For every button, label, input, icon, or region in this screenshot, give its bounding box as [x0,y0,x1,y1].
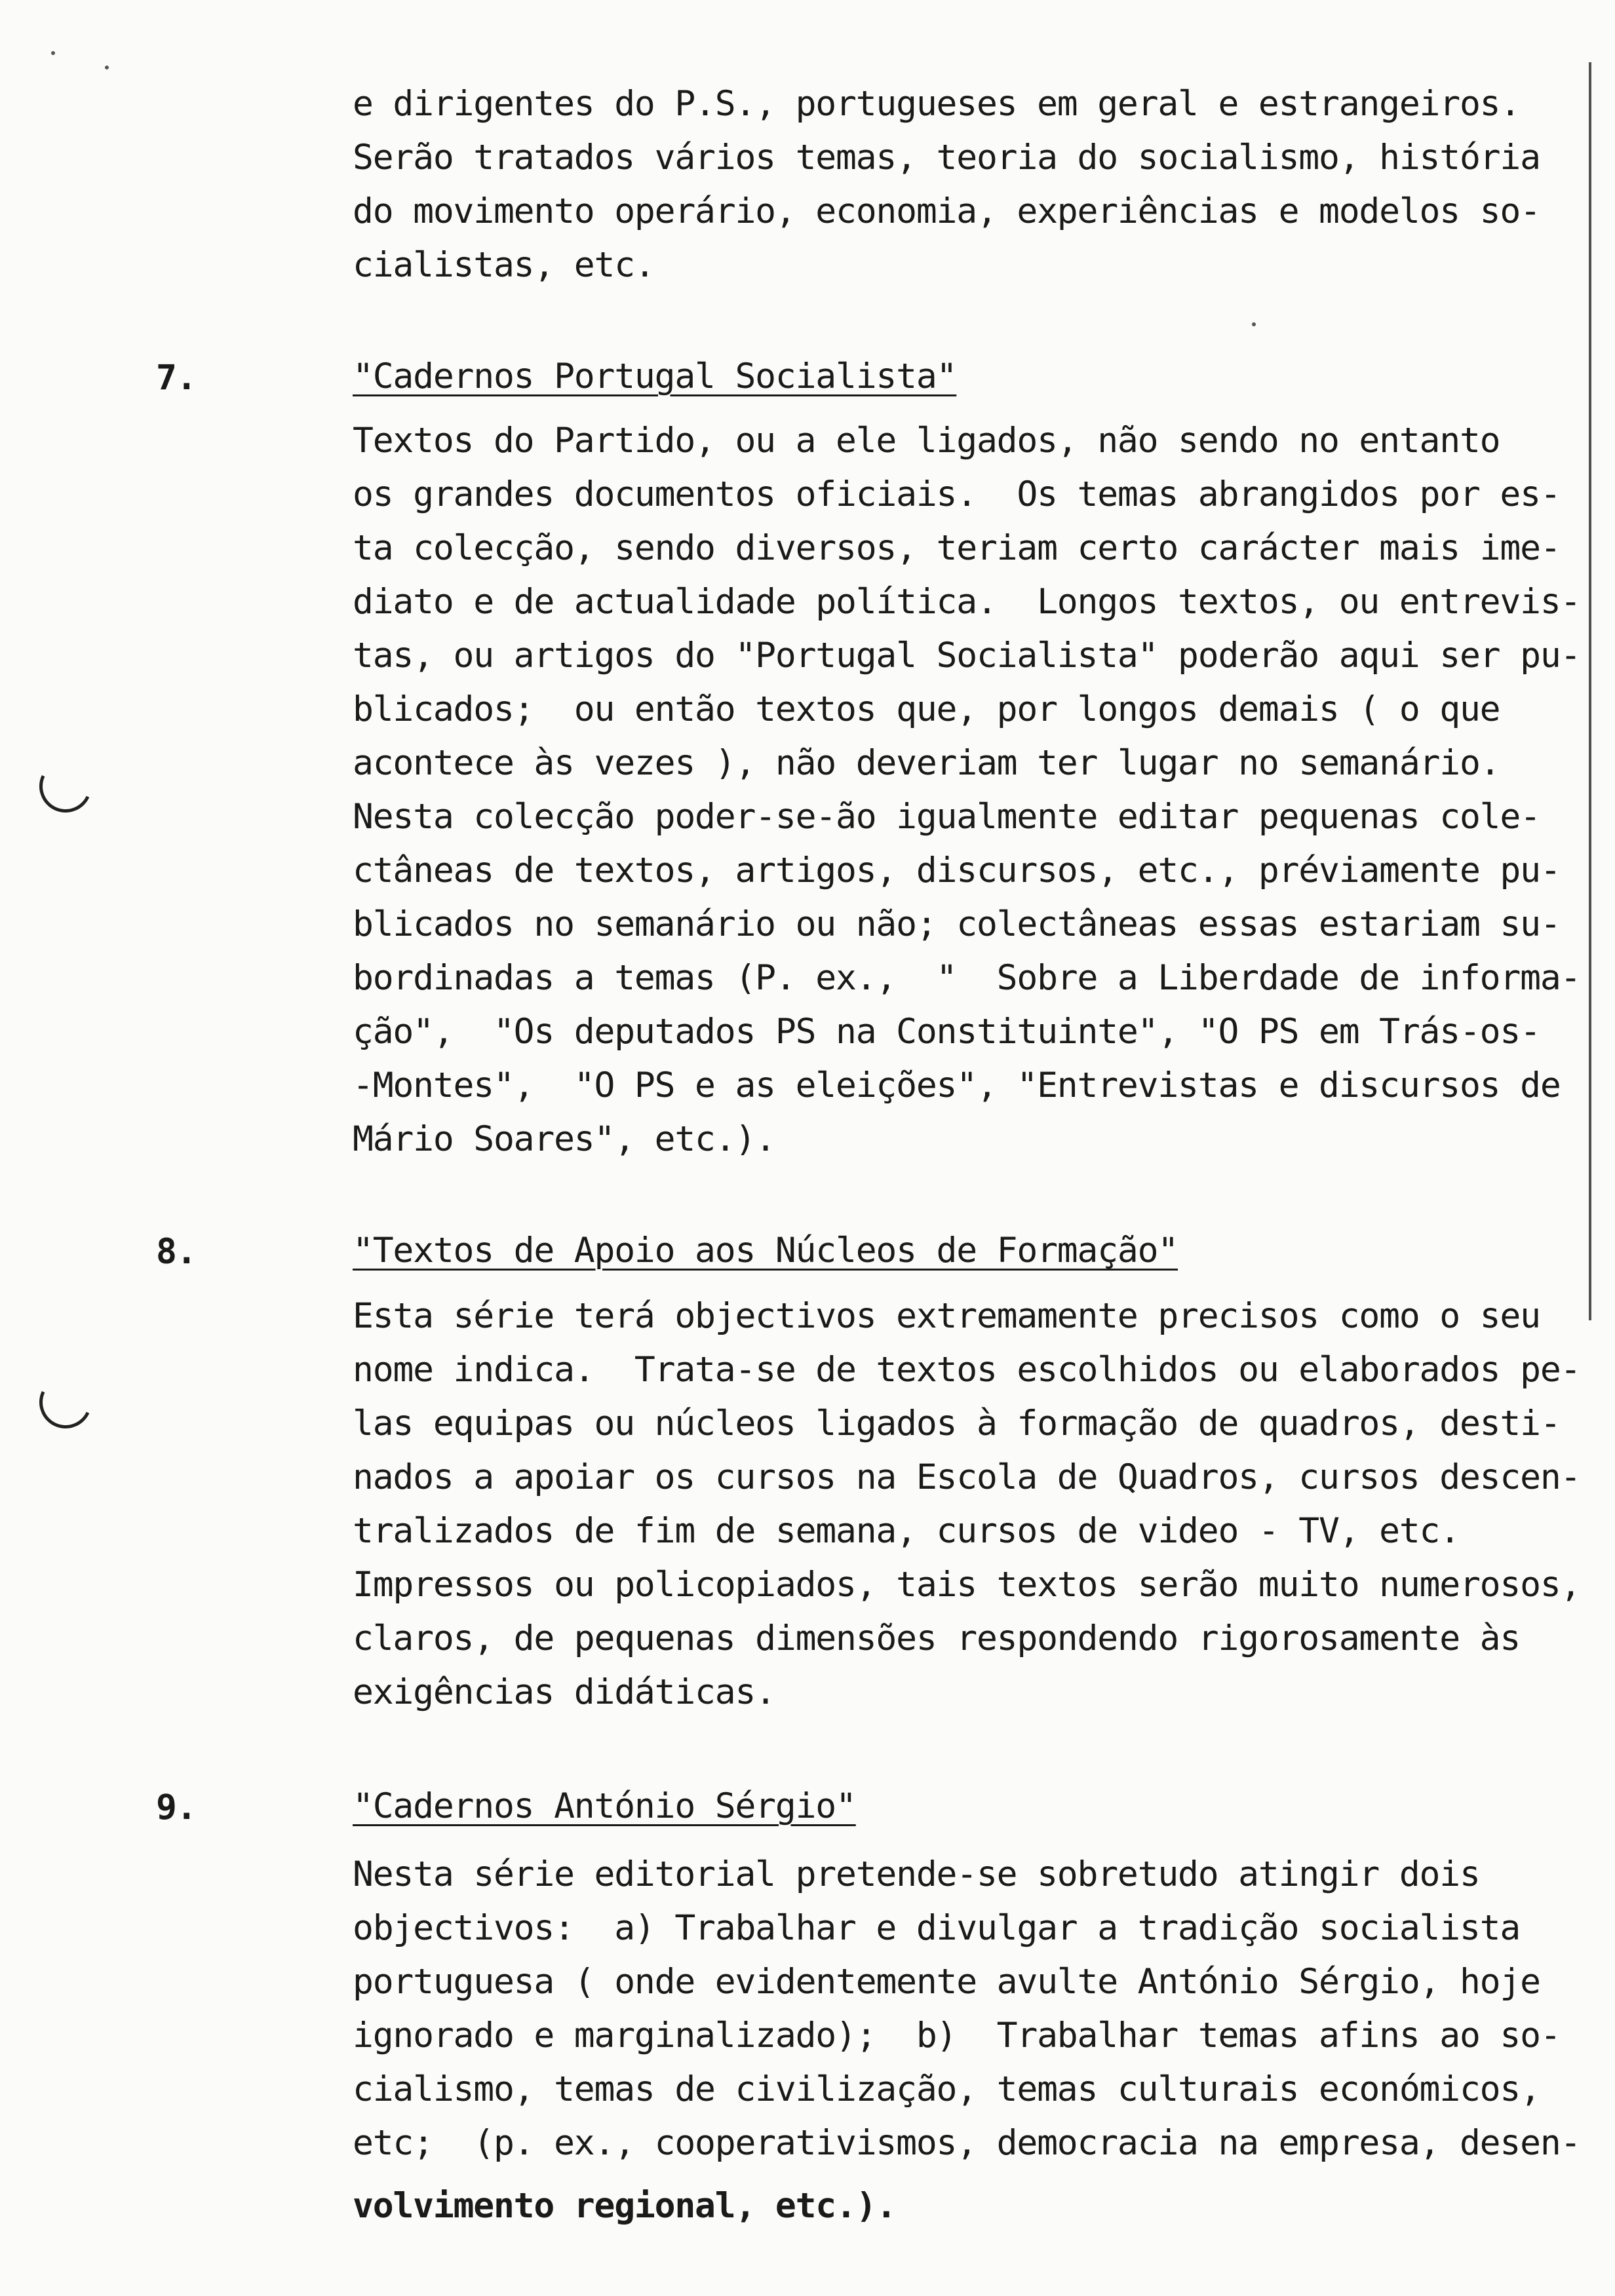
section-line: objectivos: a) Trabalhar e divulgar a tradição socialista [353,1908,1521,1948]
section-line: nados a apoiar os cursos na Escola de Quadros, cursos descen- [353,1457,1581,1497]
section-line: diato e de actualidade política. Longos textos, ou entrevis- [353,582,1581,622]
section-line: bordinadas a temas (P. ex., " Sobre a Liberdade de informa- [353,958,1581,998]
section-line: blicados no semanário ou não; colectâneas essas estariam su- [353,904,1561,944]
section-line: exigências didáticas. [353,1672,775,1712]
intro-line: do movimento operário, economia, experiências e modelos so- [353,191,1540,231]
paper-speck [1252,322,1256,326]
paper-speck [51,51,55,55]
punch-hole-mark [32,753,100,820]
section-line: -Montes", "O PS e as eleições", "Entrevistas e discursos de [353,1065,1561,1105]
section-line: ignorado e marginalizado); b) Trabalhar temas afins ao so- [353,2016,1561,2056]
section-title: "Cadernos António Sérgio" [353,1786,856,1826]
section-line: Textos do Partido, ou a ele ligados, não sendo no entanto [353,421,1500,461]
section-line: Nesta colecção poder-se-ão igualmente editar pequenas cole- [353,797,1540,837]
section-line: ta colecção, sendo diversos, teriam certo carácter mais ime- [353,528,1561,568]
section-line: os grandes documentos oficiais. Os temas abrangidos por es- [353,474,1561,514]
section-line: ção", "Os deputados PS na Constituinte", "O PS em Trás-os- [353,1012,1540,1052]
section-line: Nesta série editorial pretende-se sobretudo atingir dois [353,1854,1480,1894]
page-edge-line [1589,62,1591,1320]
section-number: 8. [156,1232,197,1272]
paper-speck [105,66,109,69]
punch-hole-mark [32,1369,100,1436]
section-line: blicados; ou então textos que, por longos demais ( o que [353,689,1500,729]
section-line: Mário Soares", etc.). [353,1119,775,1159]
section-title: "Cadernos Portugal Socialista" [353,356,957,396]
section-line: las equipas ou núcleos ligados à formação de quadros, desti- [353,1404,1561,1444]
intro-line: e dirigentes do P.S., portugueses em geral e estrangeiros. [353,84,1521,124]
section-line: claros, de pequenas dimensões respondendo rigorosamente às [353,1618,1521,1658]
section-line: ctâneas de textos, artigos, discursos, etc., préviamente pu- [353,851,1561,890]
section-line: nome indica. Trata-se de textos escolhidos ou elaborados pe- [353,1350,1581,1390]
section-line: Impressos ou policopiados, tais textos serão muito numerosos, [353,1565,1581,1605]
section-line: etc; (p. ex., cooperativismos, democracia na empresa, desen- [353,2123,1581,2163]
section-line: tralizados de fim de semana, cursos de video - TV, etc. [353,1511,1460,1551]
section-number: 7. [156,358,197,398]
section-number: 9. [156,1788,197,1827]
section-title: "Textos de Apoio aos Núcleos de Formação" [353,1231,1178,1271]
section-line: portuguesa ( onde evidentemente avulte António Sérgio, hoje [353,1962,1540,2002]
section-line: tas, ou artigos do "Portugal Socialista" poderão aqui ser pu- [353,636,1581,676]
section-line: volvimento regional, etc.). [353,2186,897,2226]
intro-line: cialistas, etc. [353,245,655,285]
section-line: cialismo, temas de civilização, temas culturais económicos, [353,2069,1540,2109]
section-line: acontece às vezes ), não deveriam ter lugar no semanário. [353,743,1500,783]
section-line: Esta série terá objectivos extremamente precisos como o seu [353,1296,1540,1336]
intro-line: Serão tratados vários temas, teoria do socialismo, história [353,138,1540,178]
